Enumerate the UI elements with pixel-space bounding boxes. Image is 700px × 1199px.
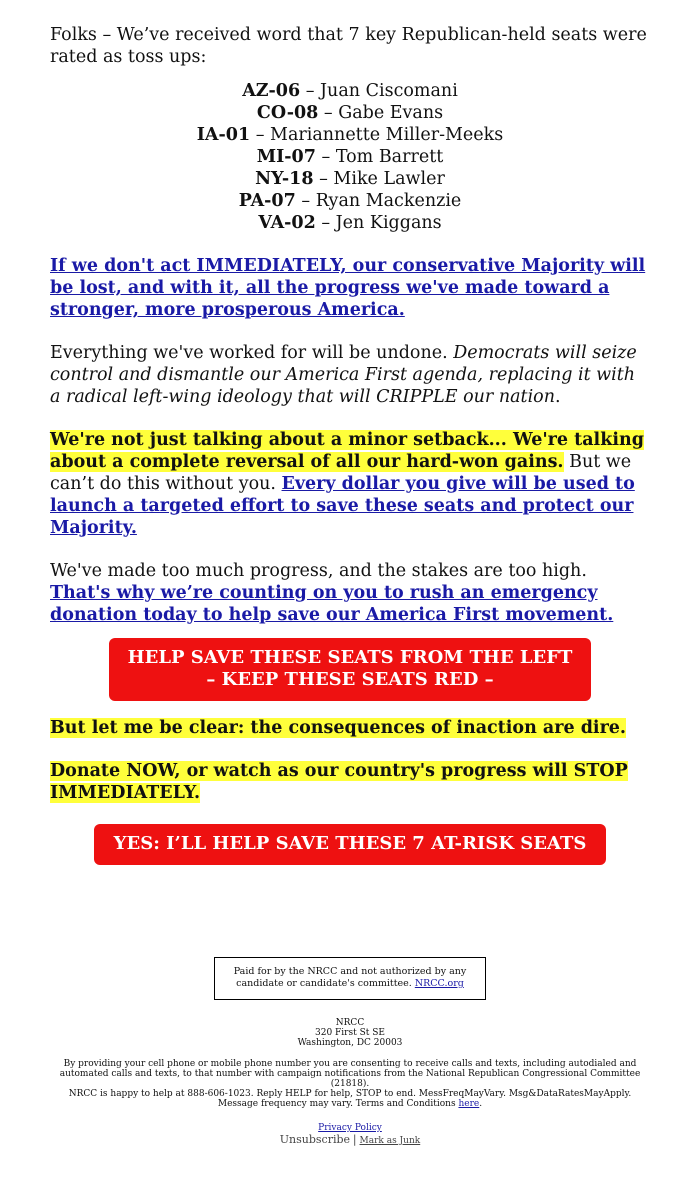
seat-name: Juan Ciscomani: [320, 81, 458, 101]
privacy-policy-link[interactable]: Privacy Policy: [318, 1123, 382, 1133]
button-line-2: – KEEP THESE SEATS RED –: [206, 669, 494, 690]
help-save-seats-button[interactable]: [109, 638, 591, 701]
org-name: NRCC: [335, 1018, 365, 1028]
seat-code: VA-02: [258, 213, 316, 233]
address-block: [0, 1018, 700, 1048]
seat-item: PA-07 – Ryan Mackenzie: [238, 191, 462, 211]
setback-paragraph: We're not just talking about a minor setback... We're talking about a complete reversal of all our hard-won gains. But we can’t do this without you. Every dollar you give will be used to launch a targeted effort to save these seats and protect our Majority.: [50, 430, 644, 538]
seat-item: MI-07 – Tom Barrett: [256, 147, 444, 167]
urgent-link[interactable]: If we don't act IMMEDIATELY, our conservative Majority will be lost, and with it, all the progress we've made toward a stronger, more prosperous America.: [50, 256, 646, 320]
seat-code: NY-18: [255, 169, 314, 189]
nrcc-link[interactable]: NRCC.org: [414, 978, 464, 989]
mark-as-junk-link[interactable]: Mark as Junk: [359, 1136, 421, 1146]
italic-warning: Democrats will seize control and dismantle our America First agenda, replacing it with a radical left-wing ideology that will CRIPPLE our nation: [50, 343, 637, 407]
urgent-paragraph: [50, 255, 650, 321]
terms-link[interactable]: here: [458, 1099, 480, 1109]
seat-code: AZ-06: [242, 81, 301, 101]
consent-text: By providing your cell phone or mobile phone number you are consenting to receive calls and texts, including autodialed and automated calls and texts, to that number with campaign notifications from the National Republican Congressional Committee (21818).: [59, 1059, 641, 1089]
unsubscribe-link[interactable]: Unsubscribe: [279, 1133, 351, 1146]
seat-item: AZ-06 – Juan Ciscomani: [242, 81, 458, 101]
help-text: NRCC is happy to help at 888-606-1023. Reply HELP for help, STOP to end. MessFreqMayVary. Msg&DataRatesMayApply. Message frequency may vary. Terms and Conditions here.: [68, 1089, 632, 1109]
seat-name: Gabe Evans: [338, 103, 444, 123]
highlight-dire: But let me be clear: the consequences of inaction are dire.: [50, 718, 627, 738]
seat-name: Tom Barrett: [335, 147, 444, 167]
paid-for-box: [214, 957, 486, 1000]
seat-name: Jen Kiggans: [335, 213, 442, 233]
emergency-donation-link[interactable]: That's why we’re counting on you to rush an emergency donation today to help save our America First movement.: [50, 583, 614, 625]
seat-item: CO-08 – Gabe Evans: [256, 103, 444, 123]
seat-name: Ryan Mackenzie: [315, 191, 462, 211]
seat-list: [50, 80, 650, 234]
seat-item: NY-18 – Mike Lawler: [255, 169, 445, 189]
seat-name: Mariannette Miller-Meeks: [270, 125, 504, 145]
link-separator: |: [352, 1133, 357, 1146]
donate-now-paragraph: [50, 760, 650, 804]
seat-code: MI-07: [256, 147, 316, 167]
street-address: 320 First St SE: [315, 1028, 385, 1038]
seat-code: CO-08: [256, 103, 319, 123]
seat-item: VA-02 – Jen Kiggans: [258, 213, 442, 233]
seat-name: Mike Lawler: [333, 169, 445, 189]
highlight-setback: We're not just talking about a minor setback... We're talking about a complete reversal of all our hard-won gains.: [50, 430, 644, 472]
footer-links: [0, 1123, 700, 1147]
email-body: [50, 24, 650, 865]
seat-item: IA-01 – Mariannette Miller-Meeks: [196, 125, 504, 145]
intro-text: Folks – We’ve received word that 7 key Republican-held seats were rated as toss ups:: [50, 25, 647, 67]
highlight-donate-now: Donate NOW, or watch as our country's progress will STOP IMMEDIATELY.: [50, 761, 628, 803]
clear-paragraph: [50, 717, 650, 739]
city-address: Washington, DC 20003: [297, 1038, 403, 1048]
progress-paragraph: We've made too much progress, and the stakes are too high. That's why we’re counting on you to rush an emergency donation today to help save our America First movement.: [50, 561, 614, 625]
seat-code: IA-01: [196, 125, 251, 145]
seat-code: PA-07: [238, 191, 296, 211]
undone-paragraph: Everything we've worked for will be undone. Democrats will seize control and dismantle our America First agenda, replacing it with a radical left-wing ideology that will CRIPPLE our nation.: [50, 343, 637, 407]
button-line-1: HELP SAVE THESE SEATS FROM THE LEFT: [127, 647, 573, 668]
every-dollar-link[interactable]: Every dollar you give will be used to launch a targeted effort to save these seats and protect our Majority.: [50, 474, 635, 538]
yes-help-button[interactable]: YES: I’LL HELP SAVE THESE 7 AT-RISK SEATS: [94, 824, 606, 865]
paid-for-text: Paid for by the NRCC and not authorized by any candidate or candidate's committee.: [233, 966, 467, 989]
